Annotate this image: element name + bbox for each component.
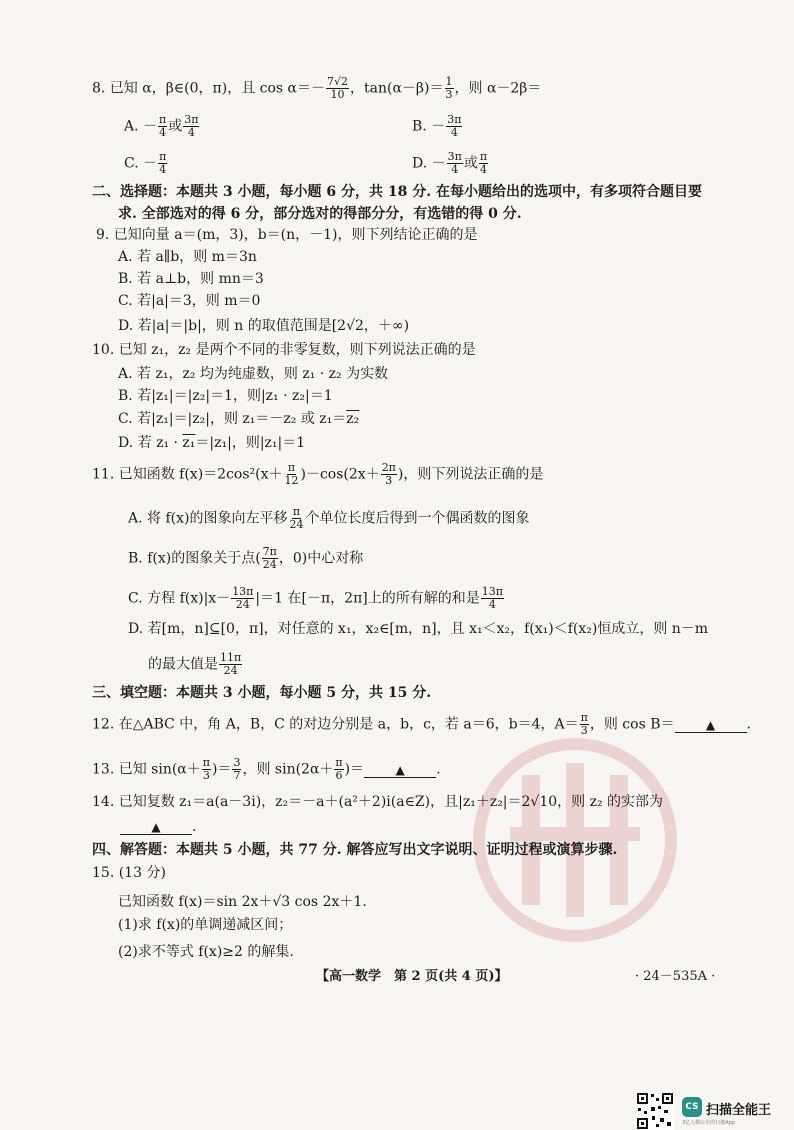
q15-part-2: (2)求不等式 f(x)≥2 的解集. [118, 944, 294, 960]
watermark-seal-icon [470, 735, 680, 945]
q10-option-b: B. 若|z₁|＝|z₂|＝1，则|z₁ · z₂|＝1 [118, 388, 333, 404]
paper-code: · 24－535A · [635, 969, 716, 984]
camscanner-name: 扫描全能王 [706, 1103, 772, 1118]
page-footer: 【高一数学 第 2 页(共 4 页)】 [316, 969, 508, 984]
q10-option-d: D. 若 z₁ · z₁＝|z₁|，则|z₁|＝1 [118, 435, 306, 451]
q10-option-a: A. 若 z₁，z₂ 均为纯虚数，则 z₁ · z₂ 为实数 [118, 366, 389, 382]
section4-heading: 四、解答题：本题共 5 小题，共 77 分. 解答应写出文字说明、证明过程或演算步骤. [92, 842, 618, 858]
camscanner-logo-icon: CS [682, 1097, 702, 1117]
q11-stem: 11. 已知函数 f(x)＝2cos²(x＋ $\frac{\pi}{12}$ )－cos(2x＋ $\frac{2\pi}{3}$ )，则下列说法正确的是 [92, 461, 544, 487]
qr-code-icon [636, 1092, 674, 1130]
q13-answer-blank: ▲ [364, 763, 436, 778]
q10-option-c: C. 若|z₁|＝|z₂|，则 z₁＝－z₂ 或 z₁＝z₂ [118, 411, 360, 427]
q12-answer-blank: ▲ [675, 718, 747, 733]
q9-option-b: B. 若 a⊥b，则 mn＝3 [118, 271, 264, 287]
q12: 12. 在△ABC 中，角 A，B，C 的对边分别是 a，b，c，若 a＝6，b＝4，A＝ $\frac{\pi}{3}$ ，则 cos B＝ ▲ . [92, 711, 751, 737]
q15-given: 已知函数 f(x)＝sin 2x＋√3 cos 2x＋1. [118, 894, 367, 910]
q11-option-b: B. f(x)的图象关于点( $\frac{7\pi}{24}$ ，0)中心对称 [128, 545, 364, 571]
q15-part-1: (1)求 f(x)的单调递减区间； [118, 917, 293, 933]
q10-stem: 10. 已知 z₁，z₂ 是两个不同的非零复数，则下列说法正确的是 [92, 342, 476, 358]
section2-heading-cont: 求. 全部选对的得 6 分，部分选对的得部分分，有选错的得 0 分. [118, 206, 522, 222]
q11-option-a: A. 将 f(x)的图象向左平移 $\frac{\pi}{24}$ 个单位长度后得到一个偶函数的图象 [128, 505, 530, 531]
q8-option-b: B. － $\frac{3\pi}{4}$ [412, 113, 462, 139]
q11-option-d-cont: 的最大值是 $\frac{11\pi}{24}$ [148, 651, 242, 677]
q9-option-a: A. 若 a∥b，则 m＝3n [118, 249, 257, 265]
q13: 13. 已知 sin(α＋ $\frac{\pi}{3}$ )＝ $\frac{3}{7}$ ，则 sin(2α＋ $\frac{\pi}{6}$ )＝ ▲ . [92, 756, 441, 782]
q8-option-a: A. － $\frac{\pi}{4}$ 或 $\frac{3\pi}{4}$ [124, 113, 199, 139]
q8-stem: 8. 已知 α，β∈(0，π)，且 cos α＝－ $\frac{7√2}{10}$ ，tan(α－β)＝ $\frac{1}{3}$ ，则 α－2β＝ [92, 75, 542, 101]
section2-heading: 二、选择题：本题共 3 小题，每小题 6 分，共 18 分. 在每小题给出的选项中，有多项符合题目要 [92, 184, 702, 200]
q11-option-c: C. 方程 f(x)|x－ $\frac{13\pi}{24}$ |＝1 在[－π，2π]上的所有解的和是 $\frac{13\pi}{4}$ [128, 585, 503, 611]
q8-option-d: D. － $\frac{3\pi}{4}$ 或 $\frac{\pi}{4}$ [412, 150, 488, 176]
q11-option-d: D. 若[m，n]⊆[0，π]，对任意的 x₁，x₂∈[m，n]，且 x₁＜x₂，f(x₁)＜f(x₂)恒成立，则 n－m [128, 621, 709, 637]
q9-stem: 9. 已知向量 a＝(m，3)，b＝(n，－1)，则下列结论正确的是 [96, 227, 478, 243]
camscanner-tagline: 3亿人都在用的扫描App [682, 1120, 735, 1126]
q14-stem: 14. 已知复数 z₁＝a(a－3i)，z₂＝－a＋(a²＋2)i(a∈Z)，且|z₁＋z₂|＝2√10，则 z₂ 的实部为 [92, 794, 664, 810]
q9-option-c: C. 若|a|＝3，则 m＝0 [118, 293, 261, 309]
q14-answer-line: ▲ . [120, 818, 196, 836]
q9-option-d: D. 若|a|＝|b|，则 n 的取值范围是[2√2，＋∞) [118, 318, 410, 334]
section3-heading: 三、填空题：本题共 3 小题，每小题 5 分，共 15 分. [92, 685, 432, 701]
q14-answer-blank: ▲ [120, 820, 192, 835]
q15-header: 15. (13 分) [92, 865, 166, 881]
q8-option-c: C. － $\frac{\pi}{4}$ [124, 150, 167, 176]
